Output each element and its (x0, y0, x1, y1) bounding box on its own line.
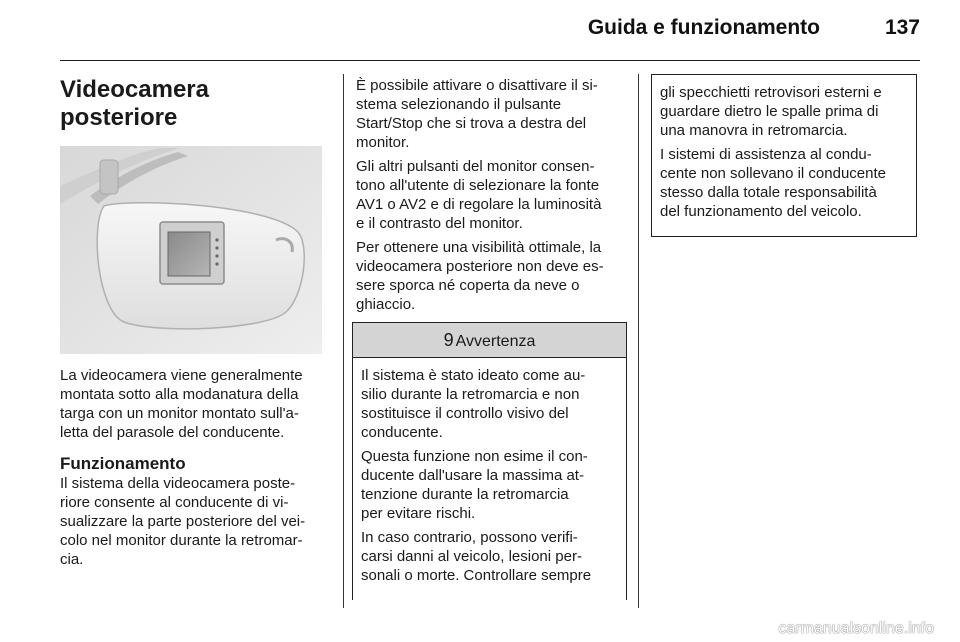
warning-header (353, 323, 626, 358)
warning-triangle-icon: 9 (443, 330, 454, 350)
body-paragraph: Il sistema della videocamera poste- riore consente al conducente di vi- sualizzare la parte posteriore del vei- colo nel monitor durante la retromar- cia. (60, 475, 306, 568)
warning-title: Avvertenza (455, 333, 536, 350)
sun-visor-monitor-illustration (60, 146, 322, 354)
intro-paragraph: La videocamera viene generalmente montata sotto alla modanatura della targa con un monitor montato sull'a- letta del parasole del conducente. (60, 367, 303, 441)
paragraph-visibility: Per ottenere una visibilità ottimale, la videocamera posteriore non deve es- sere sporca né coperta da neve o ghiaccio. (356, 239, 604, 313)
subheading-funzionamento: Funzionamento (60, 454, 186, 473)
column-1 (60, 70, 330, 574)
warning-paragraph: Il sistema è stato ideato come au- silio durante la retromarcia e non sostituisce il controllo visivo del conducente. (361, 367, 586, 441)
warning-box (352, 322, 627, 600)
header-title: Guida e funzionamento (587, 16, 820, 39)
warning-paragraph: In caso contrario, possono verifi- carsi danni al veicolo, lesioni per- sonali o morte. Controllare sempre (361, 529, 592, 584)
column-3 (651, 74, 917, 237)
warning-body-continued (652, 75, 916, 236)
warning-paragraph: Questa funzione non esime il con- ducente dall'usare la massima at- tenzione durante la retromarcia per evitare rischi. (361, 448, 588, 522)
column-separator-2 (638, 74, 639, 608)
warning-paragraph: gli specchietti retrovisori esterni e guardare dietro le spalle prima di una manovra in retromarcia. (660, 84, 882, 139)
paragraph-buttons: Gli altri pulsanti del monitor consen- tono all'utente di selezionare la fonte AV1 o AV2 e di regolare la luminosità e il contrasto del monitor. (356, 158, 602, 232)
page-number: 137 (884, 16, 920, 39)
watermark: carmanualsonline.info (778, 620, 934, 637)
column-separator-1 (343, 74, 344, 608)
warning-body (353, 358, 626, 600)
section-title: Videocamera posteriore (60, 76, 209, 131)
paragraph-start-stop: È possibile attivare o disattivare il si- stema selezionando il pulsante Start/Stop che si trova a destra del monitor. (356, 77, 598, 151)
warning-box-continued (651, 74, 917, 237)
header-rule (60, 60, 920, 61)
column-2 (356, 76, 621, 600)
warning-paragraph: I sistemi di assistenza al condu- cente non sollevano il conducente stesso dalla totale responsabilità del funzionamento del veicolo. (660, 146, 886, 220)
